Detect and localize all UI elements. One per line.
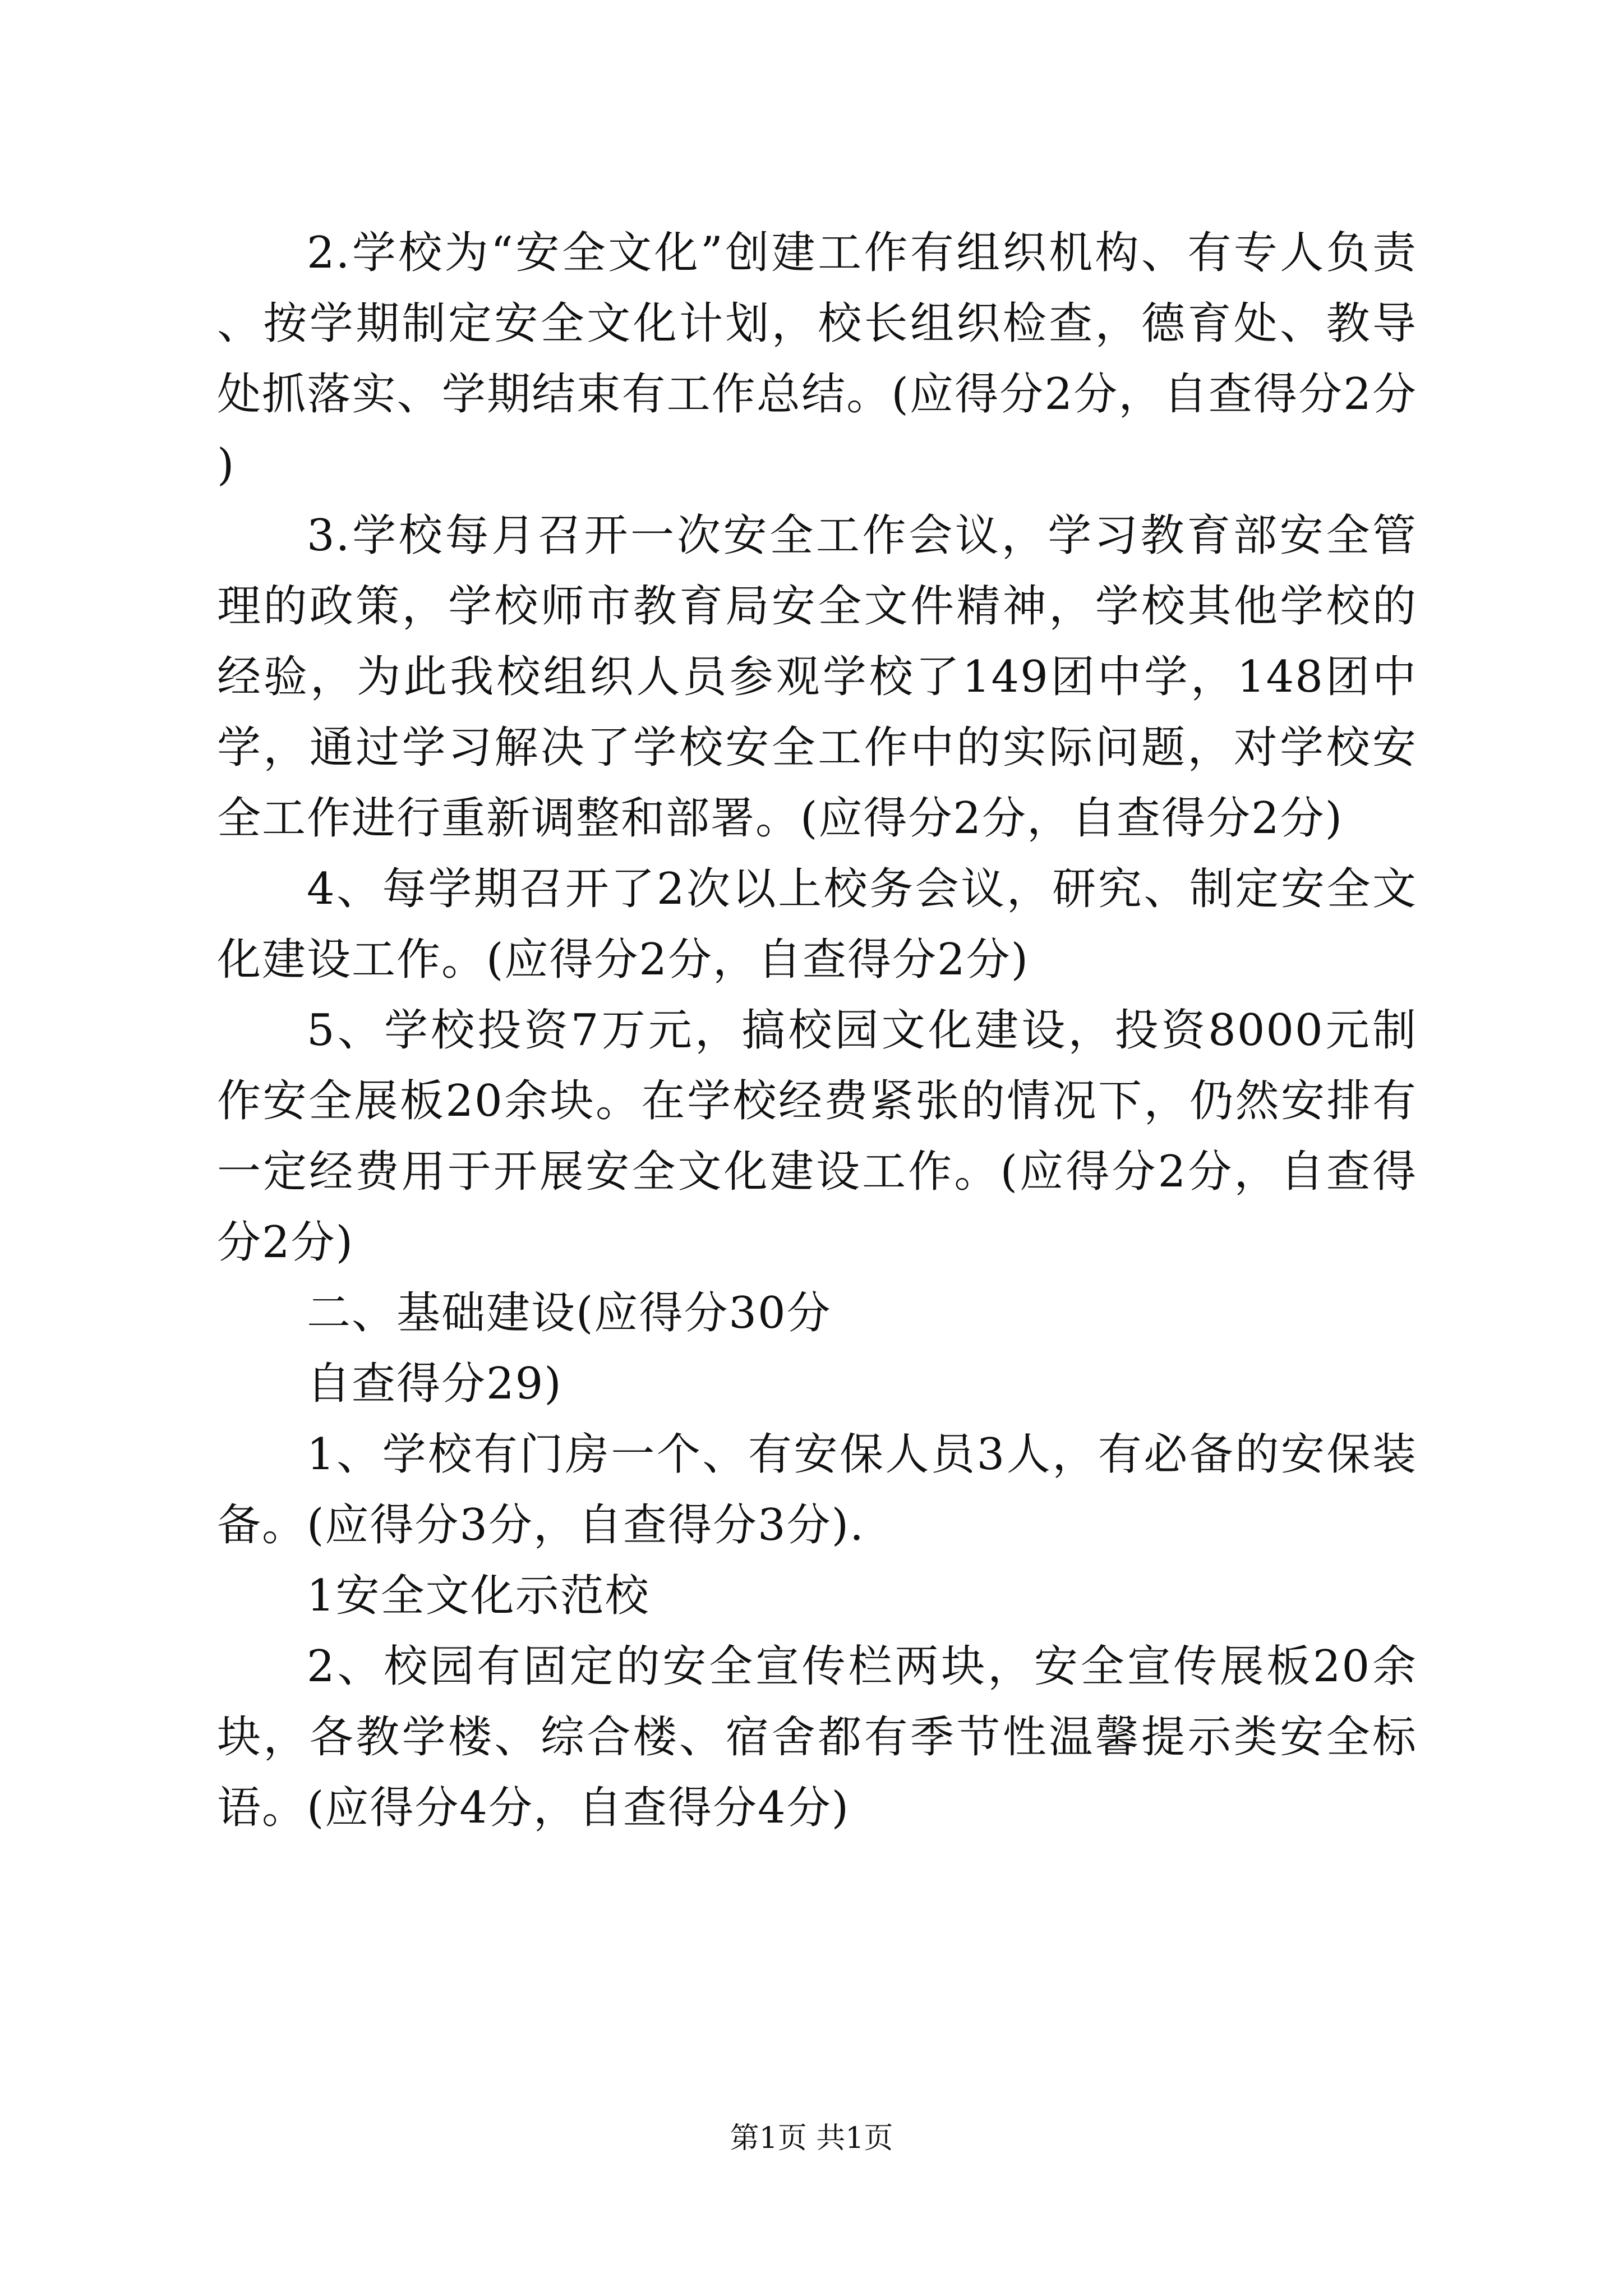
paragraph-item-4: 4、每学期召开了2次以上校务会议，研究、制定安全文化建设工作。(应得分2分，自查得分2分) [217, 864, 1417, 985]
paragraph-item-2: 2.学校为“安全文化”创建工作有组织机构、有专人负责、按学期制定安全文化计划，校长组织检查，德育处、教导处抓落实、学期结束有工作总结。(应得分2分，自查得分2分) [217, 228, 1417, 490]
document-body [217, 218, 1417, 1843]
paragraph-item-3: 3.学校每月召开一次安全工作会议，学习教育部安全管理的政策，学校师市教育局安全文件精神，学校其他学校的经验，为此我校组织人员参观学校了149团中学，148团中学，通过学习解决了学校安全工作中的实际问题，对学校安全工作进行重新调整和部署。(应得分2分，自查得分2分) [217, 510, 1417, 844]
section-heading: 二、基础建设(应得分30分 [307, 1288, 832, 1338]
paragraph-item-2b: 2、校园有固定的安全宣传栏两块，安全宣传展板20余块，各教学楼、综合楼、宿舍都有季节性温馨提示类安全标语。(应得分4分，自查得分4分) [217, 1641, 1417, 1833]
paragraph-item-5: 5、学校投资7万元，搞校园文化建设，投资8000元制作安全展板20余块。在学校经费紧张的情况下，仍然安排有一定经费用于开展安全文化建设工作。(应得分2分，自查得分2分) [217, 1005, 1417, 1268]
subheading: 1安全文化示范校 [307, 1571, 650, 1621]
page-footer: 第1页 共1页 [730, 2122, 893, 2155]
paragraph-item-1: 1、学校有门房一个、有安保人员3人，有必备的安保装备。(应得分3分，自查得分3分). [217, 1429, 1417, 1550]
section-heading-continuation: 自查得分29) [307, 1359, 562, 1409]
